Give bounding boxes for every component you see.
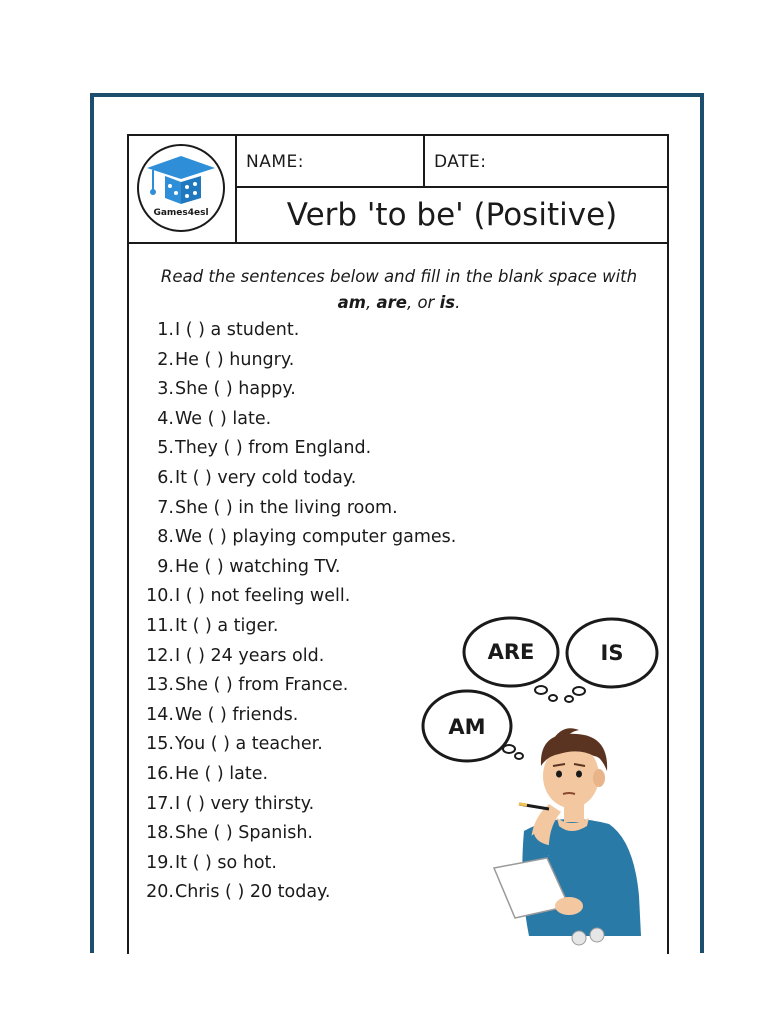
- item-sentence[interactable]: We ( ) playing computer games.: [175, 527, 457, 548]
- item-number: 9.: [157, 556, 174, 577]
- bubble-is: [565, 619, 657, 702]
- item-sentence[interactable]: He ( ) hungry.: [175, 349, 295, 370]
- logo-text: Games4esl: [153, 208, 209, 218]
- item-sentence[interactable]: It ( ) so hot.: [175, 852, 277, 873]
- games4esl-logo: [137, 144, 225, 232]
- name-label: NAME:: [246, 152, 304, 172]
- item-sentence[interactable]: I ( ) not feeling well.: [175, 586, 351, 607]
- logo-cell: [129, 136, 237, 242]
- separator: ,: [366, 293, 377, 312]
- separator: , or: [406, 293, 440, 312]
- bubble-am-label: AM: [448, 715, 486, 739]
- date-field[interactable]: [425, 136, 667, 188]
- worksheet-header: [129, 136, 667, 244]
- item-sentence[interactable]: We ( ) late.: [175, 408, 272, 429]
- item-number: 3.: [157, 379, 174, 400]
- item-sentence[interactable]: I ( ) a student.: [175, 320, 300, 340]
- item-sentence[interactable]: Chris ( ) 20 today.: [175, 882, 331, 903]
- item-number: 13.: [146, 675, 174, 696]
- thinking-boy-illustration: [419, 606, 664, 951]
- item-number: 10.: [146, 586, 174, 607]
- item-number: 17.: [146, 793, 174, 814]
- item-sentence[interactable]: It ( ) very cold today.: [175, 468, 357, 488]
- bubble-am: [423, 691, 523, 761]
- instructions-line: Read the sentences below and fill in the blank space with: [160, 267, 638, 286]
- item-sentence[interactable]: She ( ) Spanish.: [175, 823, 313, 844]
- item-number: 8.: [157, 527, 174, 548]
- item-number: 11.: [146, 616, 174, 636]
- item-number: 16.: [146, 764, 174, 784]
- item-sentence[interactable]: You ( ) a teacher.: [175, 734, 323, 755]
- item-number: 20.: [146, 882, 174, 903]
- item-number: 18.: [146, 823, 174, 844]
- worksheet-title: Verb 'to be' (Positive): [286, 197, 618, 233]
- item-sentence[interactable]: She ( ) in the living room.: [175, 497, 398, 518]
- option-are: are: [376, 293, 407, 312]
- bubble-are: [464, 618, 558, 701]
- instructions: [149, 264, 649, 316]
- bubble-is-label: IS: [600, 641, 624, 665]
- item-number: 12.: [146, 645, 174, 666]
- item-number: 2.: [157, 349, 174, 370]
- item-sentence[interactable]: It ( ) a tiger.: [175, 616, 279, 636]
- bubble-are-label: ARE: [487, 640, 535, 664]
- item-number: 19.: [146, 852, 174, 873]
- item-sentence[interactable]: He ( ) late.: [175, 764, 269, 784]
- item-sentence[interactable]: He ( ) watching TV.: [175, 556, 341, 577]
- item-sentence[interactable]: We ( ) friends.: [175, 704, 299, 725]
- period: .: [455, 293, 461, 312]
- name-field[interactable]: [237, 136, 425, 188]
- item-number: 15.: [146, 734, 174, 755]
- item-number: 6.: [157, 468, 174, 488]
- worksheet: [127, 134, 669, 954]
- boy-figure: [494, 728, 641, 945]
- item-number: 7.: [157, 497, 174, 518]
- item-sentence[interactable]: She ( ) from France.: [175, 675, 349, 696]
- item-number: 14.: [146, 704, 174, 725]
- item-number: 1.: [157, 320, 174, 340]
- item-sentence[interactable]: She ( ) happy.: [175, 379, 296, 400]
- option-is: is: [439, 293, 456, 312]
- item-number: 4.: [157, 408, 174, 429]
- item-number: 5.: [157, 438, 174, 459]
- item-sentence[interactable]: They ( ) from England.: [175, 438, 372, 459]
- option-am: am: [337, 293, 366, 312]
- item-sentence[interactable]: I ( ) 24 years old.: [175, 645, 325, 666]
- item-sentence[interactable]: I ( ) very thirsty.: [175, 793, 315, 814]
- date-label: DATE:: [434, 152, 487, 172]
